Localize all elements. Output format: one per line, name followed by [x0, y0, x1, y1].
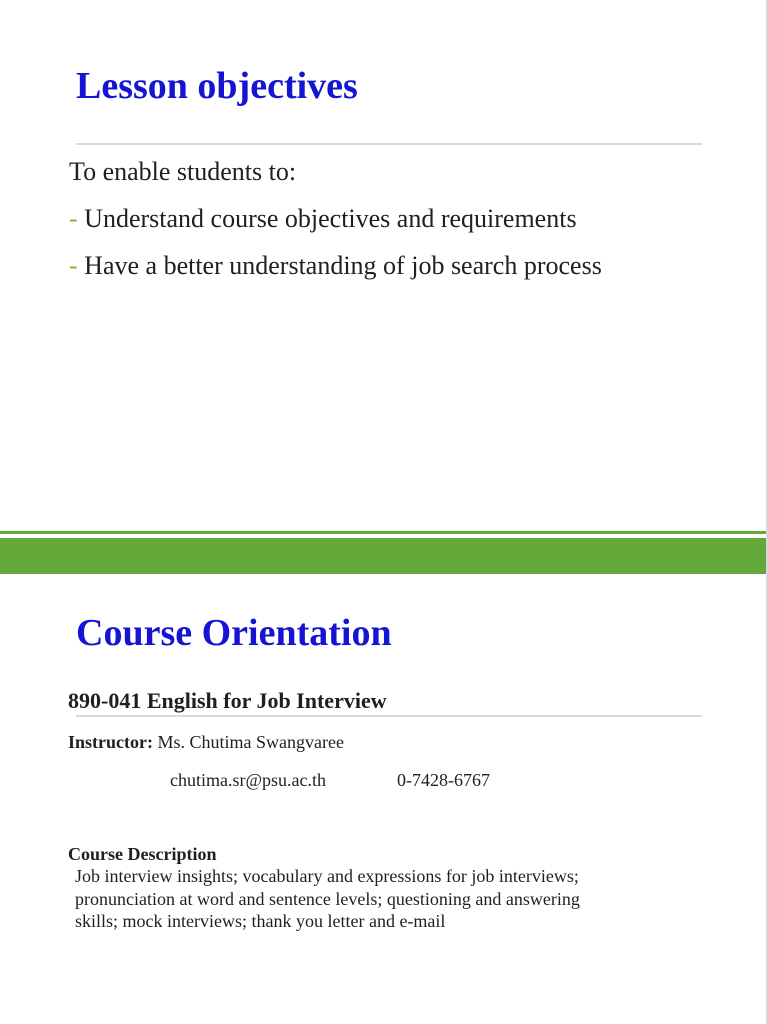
instructor-phone: 0-7428-6767	[397, 770, 490, 790]
instructor-email: chutima.sr@psu.ac.th	[170, 770, 327, 790]
slide-title: Course Orientation	[76, 612, 392, 654]
intro-text: To enable students to:	[69, 157, 297, 186]
bullet-item	[69, 251, 602, 281]
bullet-text: Have a better understanding of job search process	[84, 251, 602, 280]
description-heading: Course Description	[68, 844, 217, 864]
slide-divider-bar	[0, 538, 768, 574]
course-code: 890-041 English for Job Interview	[68, 688, 387, 713]
bullet-dash: -	[69, 204, 78, 233]
slide-divider-thin	[0, 531, 768, 534]
bullet-item	[69, 204, 577, 234]
description-line: pronunciation at word and sentence levels; questioning and answering	[75, 889, 580, 909]
title-underline	[76, 143, 702, 145]
course-code-underline	[76, 715, 702, 717]
instructor-name: Ms. Chutima Swangvaree	[157, 732, 344, 752]
bullet-text: Understand course objectives and requirements	[84, 204, 577, 233]
slide-title: Lesson objectives	[76, 65, 358, 107]
instructor-line	[68, 732, 344, 753]
instructor-label: Instructor:	[68, 732, 153, 752]
bullet-dash: -	[69, 251, 78, 280]
description-line: Job interview insights; vocabulary and expressions for job interviews;	[75, 866, 579, 886]
description-line: skills; mock interviews; thank you letter and e-mail	[75, 911, 446, 931]
